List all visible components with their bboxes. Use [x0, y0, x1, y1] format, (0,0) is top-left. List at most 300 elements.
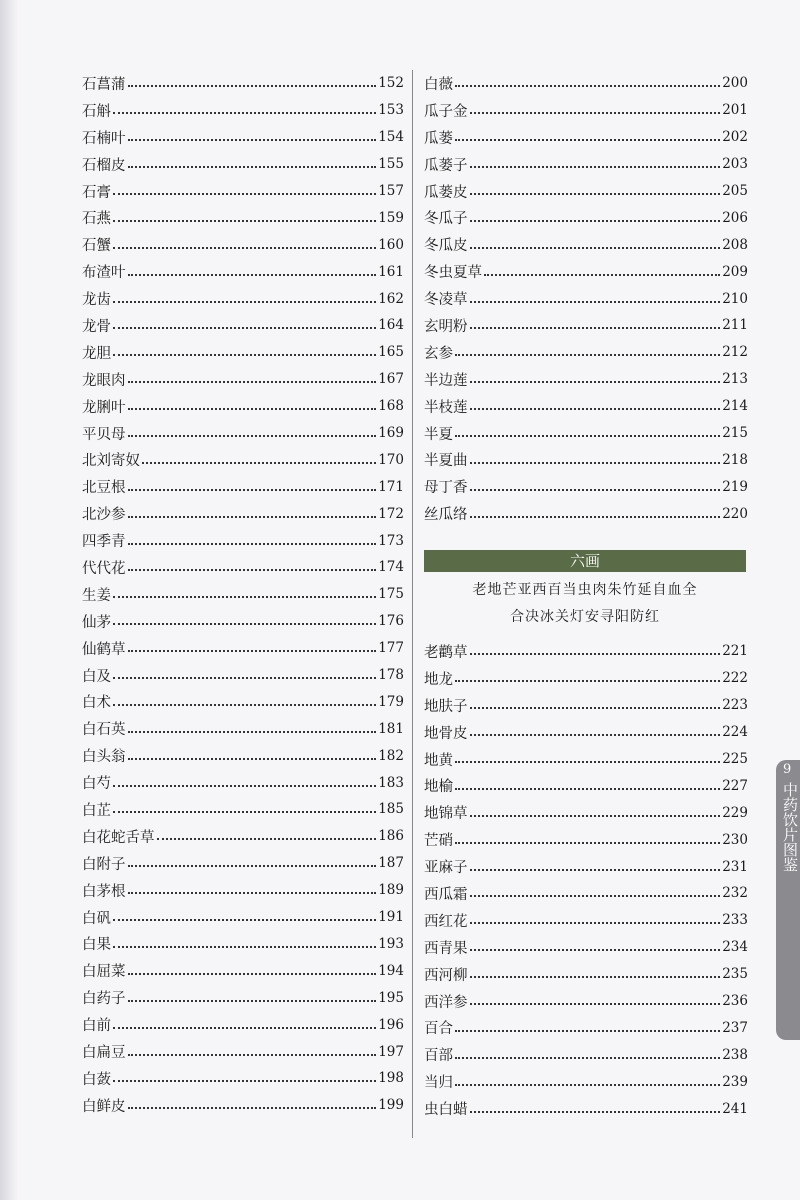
entry-name: 瓜蒌 — [424, 130, 453, 147]
dot-leader — [128, 543, 377, 545]
index-entry — [82, 500, 404, 527]
entry-name: 半夏 — [424, 426, 453, 443]
dot-leader — [113, 919, 376, 921]
index-entry — [82, 984, 404, 1011]
index-entry — [82, 204, 404, 231]
dot-leader — [113, 704, 376, 706]
entry-name: 西红花 — [424, 913, 468, 930]
dot-leader — [455, 788, 720, 790]
section-first-chars-line1: 老地芒亚西百当虫肉朱竹延自血全 — [472, 582, 698, 598]
dot-leader — [470, 408, 721, 410]
entry-page-number: 205 — [722, 183, 748, 199]
entry-page-number: 183 — [378, 774, 404, 791]
entry-name: 白芍 — [82, 776, 111, 793]
dot-leader — [128, 731, 377, 733]
entry-name: 北豆根 — [82, 480, 126, 497]
index-entry — [424, 500, 748, 527]
entry-page-number: 238 — [722, 1046, 748, 1063]
entry-page-number: 161 — [378, 263, 404, 280]
dot-leader — [455, 139, 720, 141]
index-entry — [82, 715, 404, 742]
entry-page-number: 171 — [378, 478, 404, 495]
dot-leader — [113, 677, 376, 679]
dot-leader — [128, 489, 377, 491]
dot-leader — [128, 435, 377, 437]
entry-name: 母丁香 — [424, 480, 468, 497]
dot-leader — [470, 489, 721, 491]
dot-leader — [113, 1027, 376, 1029]
index-entry — [424, 446, 748, 473]
entry-page-number: 229 — [722, 804, 748, 821]
entry-page-number: 209 — [722, 263, 748, 280]
entry-name: 白及 — [82, 668, 111, 685]
entry-name: 虫白蜡 — [424, 1102, 468, 1119]
index-entry — [82, 635, 404, 662]
entry-name: 龙眼肉 — [82, 372, 126, 389]
entry-page-number: 214 — [722, 398, 748, 415]
entry-name: 地锦草 — [424, 806, 468, 823]
index-entry — [424, 1041, 748, 1068]
entry-name: 瓜子金 — [424, 103, 468, 120]
entry-page-number: 231 — [722, 858, 748, 875]
dot-leader — [128, 758, 377, 760]
index-entry — [82, 581, 404, 608]
entry-page-number: 181 — [378, 720, 404, 737]
index-column-left — [82, 70, 404, 1119]
dot-leader — [128, 166, 377, 168]
index-entry — [424, 70, 748, 97]
entry-name: 石蟹 — [82, 238, 111, 255]
dot-leader — [128, 1107, 377, 1109]
index-entry — [82, 258, 404, 285]
index-entry — [82, 957, 404, 984]
entry-name: 白药子 — [82, 991, 126, 1008]
entry-name: 白芷 — [82, 802, 111, 819]
index-entry — [82, 850, 404, 877]
dot-leader — [128, 408, 377, 410]
dot-leader — [128, 274, 377, 276]
dot-leader — [128, 516, 377, 518]
dot-leader — [455, 680, 720, 682]
entry-page-number: 201 — [722, 102, 748, 119]
entry-name: 仙茅 — [82, 614, 111, 631]
dot-leader — [470, 922, 721, 924]
index-entry — [424, 97, 748, 124]
dot-leader — [113, 1080, 376, 1082]
dot-leader — [128, 569, 377, 571]
index-entry — [424, 420, 748, 447]
index-entry — [424, 366, 748, 393]
entry-page-number: 168 — [378, 398, 404, 415]
entry-page-number: 208 — [722, 236, 748, 253]
dot-leader — [470, 301, 721, 303]
entry-name: 西瓜霜 — [424, 886, 468, 903]
column-divider — [412, 70, 413, 1138]
entry-page-number: 153 — [378, 102, 404, 119]
entry-name: 布渣叶 — [82, 265, 126, 282]
dot-leader — [113, 623, 376, 625]
entry-name: 白头翁 — [82, 749, 126, 766]
dot-leader — [128, 381, 377, 383]
entry-page-number: 175 — [378, 586, 404, 603]
entry-page-number: 220 — [722, 505, 748, 522]
entry-page-number: 194 — [378, 962, 404, 979]
entry-name: 地肤子 — [424, 698, 468, 715]
entry-name: 百部 — [424, 1048, 453, 1065]
entry-name: 石膏 — [82, 184, 111, 201]
index-entry — [82, 1065, 404, 1092]
index-entry — [82, 662, 404, 689]
dot-leader — [470, 734, 721, 736]
entry-page-number: 212 — [722, 344, 748, 361]
entry-page-number: 199 — [378, 1097, 404, 1114]
entry-name: 白术 — [82, 695, 111, 712]
entry-name: 石菖蒲 — [82, 76, 126, 93]
entry-name: 石榴皮 — [82, 157, 126, 174]
entry-page-number: 223 — [722, 697, 748, 714]
dot-leader — [455, 842, 720, 844]
dot-leader — [113, 301, 376, 303]
index-entry — [424, 231, 748, 258]
entry-page-number: 154 — [378, 129, 404, 146]
index-entry — [424, 853, 748, 880]
index-entry — [82, 473, 404, 500]
entry-page-number: 176 — [378, 613, 404, 630]
entry-page-number: 157 — [378, 183, 404, 199]
index-entry — [424, 907, 748, 934]
entry-name: 西洋参 — [424, 994, 468, 1011]
entry-name: 白茅根 — [82, 883, 126, 900]
entry-name: 白矾 — [82, 910, 111, 927]
dot-leader — [113, 193, 376, 195]
dot-leader — [157, 838, 377, 840]
entry-page-number: 191 — [378, 909, 404, 926]
dot-leader — [484, 274, 720, 276]
entry-name: 白前 — [82, 1018, 111, 1035]
index-entry — [82, 285, 404, 312]
entry-page-number: 230 — [722, 831, 748, 848]
index-entry — [424, 204, 748, 231]
entry-name: 冬瓜子 — [424, 211, 468, 228]
section-first-chars-line2: 合决冰关灯安寻阳防红 — [510, 609, 660, 625]
index-entry — [82, 796, 404, 823]
entry-page-number: 222 — [722, 670, 748, 687]
index-entry — [424, 285, 748, 312]
dot-leader — [470, 895, 721, 897]
entry-page-number: 198 — [378, 1070, 404, 1087]
index-entry — [82, 339, 404, 366]
dot-leader — [455, 435, 720, 437]
index-entry — [82, 231, 404, 258]
entry-page-number: 224 — [722, 724, 748, 741]
entry-page-number: 218 — [722, 451, 748, 468]
side-tab-label: 中药饮片图鉴 — [781, 782, 799, 872]
entry-name: 地骨皮 — [424, 725, 468, 742]
entry-name: 瓜蒌皮 — [424, 184, 468, 201]
dot-leader — [113, 354, 376, 356]
entry-page-number: 213 — [722, 371, 748, 388]
index-entry — [82, 97, 404, 124]
dot-leader — [455, 1057, 720, 1059]
entry-page-number: 172 — [378, 505, 404, 522]
index-entry — [82, 446, 404, 473]
entry-page-number: 170 — [378, 451, 404, 468]
entry-page-number: 196 — [378, 1016, 404, 1033]
dot-leader — [113, 946, 376, 948]
dot-leader — [455, 1084, 720, 1086]
index-entry — [82, 877, 404, 904]
entry-name: 北刘寄奴 — [82, 453, 140, 470]
entry-name: 生姜 — [82, 587, 111, 604]
entry-page-number: 197 — [378, 1043, 404, 1060]
entry-name: 地龙 — [424, 671, 453, 688]
dot-leader — [113, 247, 376, 249]
index-entry — [424, 988, 748, 1015]
dot-leader — [470, 653, 721, 655]
dot-leader — [455, 85, 720, 87]
index-entry — [82, 742, 404, 769]
entry-name: 代代花 — [82, 560, 126, 577]
entry-name: 白石英 — [82, 722, 126, 739]
entry-page-number: 169 — [378, 425, 404, 442]
entry-page-number: 164 — [378, 317, 404, 334]
entry-name: 龙脷叶 — [82, 399, 126, 416]
entry-page-number: 162 — [378, 290, 404, 307]
index-column-right-lower — [424, 638, 748, 1122]
index-entry — [82, 366, 404, 393]
entry-page-number: 219 — [722, 478, 748, 495]
index-entry — [82, 769, 404, 796]
dot-leader — [470, 193, 721, 195]
entry-page-number: 234 — [722, 939, 748, 956]
entry-page-number: 200 — [722, 75, 748, 92]
index-entry — [424, 151, 748, 178]
entry-page-number: 241 — [722, 1100, 748, 1117]
dot-leader — [470, 247, 721, 249]
entry-page-number: 221 — [722, 643, 748, 660]
index-entry — [82, 688, 404, 715]
index-entry — [424, 1068, 748, 1095]
entry-name: 冬凌草 — [424, 292, 468, 309]
entry-name: 白扁豆 — [82, 1045, 126, 1061]
index-entry — [82, 124, 404, 151]
entry-page-number: 202 — [722, 129, 748, 146]
entry-name: 冬虫夏草 — [424, 265, 482, 282]
page-gutter-shadow — [0, 0, 18, 1200]
entry-name: 四季青 — [82, 534, 126, 551]
entry-page-number: 173 — [378, 532, 404, 549]
entry-name: 地黄 — [424, 752, 453, 769]
entry-page-number: 178 — [378, 667, 404, 684]
entry-page-number: 152 — [378, 75, 404, 92]
entry-page-number: 159 — [378, 209, 404, 226]
index-entry — [82, 1092, 404, 1119]
index-entry — [424, 826, 748, 853]
entry-name: 白屈菜 — [82, 964, 126, 981]
index-entry — [424, 339, 748, 366]
entry-name: 芒硝 — [424, 833, 453, 850]
index-entry — [424, 473, 748, 500]
index-entry — [424, 719, 748, 746]
index-entry — [424, 934, 748, 961]
dot-leader — [128, 892, 377, 894]
index-entry — [82, 312, 404, 339]
dot-leader — [470, 1111, 721, 1113]
dot-leader — [455, 1030, 720, 1032]
entry-name: 白蔹 — [82, 1071, 111, 1088]
entry-name: 白鲜皮 — [82, 1098, 126, 1115]
dot-leader — [113, 220, 376, 222]
dot-leader — [470, 112, 721, 114]
dot-leader — [142, 462, 376, 464]
entry-name: 玄明粉 — [424, 318, 468, 335]
entry-name: 龙胆 — [82, 345, 111, 362]
index-entry — [424, 799, 748, 826]
dot-leader — [470, 381, 721, 383]
entry-name: 西青果 — [424, 940, 468, 957]
dot-leader — [128, 650, 377, 652]
dot-leader — [455, 761, 720, 763]
entry-page-number: 167 — [378, 371, 404, 388]
entry-page-number: 182 — [378, 747, 404, 764]
index-entry — [424, 178, 748, 205]
index-entry — [424, 772, 748, 799]
entry-page-number: 193 — [378, 935, 404, 952]
entry-page-number: 174 — [378, 559, 404, 576]
entry-page-number: 177 — [378, 640, 404, 657]
entry-page-number: 225 — [722, 751, 748, 767]
entry-page-number: 237 — [722, 1019, 748, 1036]
entry-page-number: 187 — [378, 855, 404, 872]
entry-name: 地榆 — [424, 779, 453, 796]
dot-leader — [470, 976, 721, 978]
entry-page-number: 160 — [378, 236, 404, 253]
section-heading-six-strokes: 六画 — [424, 550, 746, 572]
index-entry — [82, 527, 404, 554]
side-tab-number: 9 — [783, 762, 792, 777]
entry-page-number: 189 — [378, 882, 404, 899]
index-entry — [82, 608, 404, 635]
dot-leader — [113, 811, 376, 813]
entry-page-number: 195 — [378, 989, 404, 1006]
entry-name: 龙骨 — [82, 318, 111, 335]
entry-page-number: 239 — [722, 1073, 748, 1090]
entry-name: 北沙参 — [82, 507, 126, 524]
entry-name: 白花蛇舌草 — [82, 829, 155, 846]
index-entry — [82, 904, 404, 931]
index-entry — [424, 692, 748, 719]
dot-leader — [470, 166, 721, 168]
entry-page-number: 233 — [722, 912, 748, 929]
entry-page-number: 203 — [722, 156, 748, 173]
index-entry — [82, 931, 404, 958]
entry-name: 龙齿 — [82, 292, 111, 309]
dot-leader — [128, 85, 377, 87]
entry-name: 半边莲 — [424, 372, 468, 389]
dot-leader — [470, 869, 721, 871]
index-entry — [424, 1095, 748, 1122]
entry-page-number: 206 — [722, 209, 748, 226]
entry-page-number: 235 — [722, 966, 748, 983]
index-entry — [424, 312, 748, 339]
index-entry — [82, 151, 404, 178]
entry-page-number: 211 — [722, 317, 748, 334]
index-entry — [424, 393, 748, 420]
index-entry — [424, 880, 748, 907]
index-entry — [82, 554, 404, 581]
entry-page-number: 155 — [378, 156, 404, 173]
dot-leader — [128, 1000, 377, 1002]
entry-name: 当归 — [424, 1075, 453, 1092]
index-column-right-upper — [424, 70, 748, 527]
entry-page-number: 236 — [722, 993, 748, 1010]
entry-name: 半夏曲 — [424, 453, 468, 470]
dot-leader — [470, 1003, 721, 1005]
index-entry — [424, 258, 748, 285]
index-entry — [82, 393, 404, 420]
entry-name: 石楠叶 — [82, 130, 126, 147]
dot-leader — [113, 327, 376, 329]
entry-name: 平贝母 — [82, 426, 126, 443]
index-entry — [82, 1038, 404, 1065]
entry-name: 冬瓜皮 — [424, 238, 468, 255]
entry-name: 白薇 — [424, 76, 453, 93]
index-entry — [82, 420, 404, 447]
index-entry — [424, 665, 748, 692]
entry-page-number: 185 — [378, 801, 404, 818]
index-entry — [424, 1014, 748, 1041]
entry-name: 半枝莲 — [424, 399, 468, 416]
dot-leader — [128, 1054, 377, 1056]
index-entry — [82, 70, 404, 97]
index-entry — [424, 961, 748, 988]
entry-name: 丝瓜络 — [424, 507, 468, 524]
entry-name: 玄参 — [424, 345, 453, 362]
dot-leader — [128, 865, 377, 867]
index-entry — [424, 124, 748, 151]
dot-leader — [470, 949, 721, 951]
index-entry — [82, 823, 404, 850]
entry-name: 白果 — [82, 937, 111, 954]
dot-leader — [113, 596, 376, 598]
dot-leader — [113, 112, 376, 114]
entry-name: 石燕 — [82, 211, 111, 228]
entry-name: 老鹳草 — [424, 644, 468, 661]
dot-leader — [455, 354, 720, 356]
entry-page-number: 179 — [378, 693, 404, 710]
entry-page-number: 215 — [722, 425, 748, 442]
entry-page-number: 227 — [722, 777, 748, 794]
index-entry — [424, 638, 748, 665]
dot-leader — [470, 707, 721, 709]
dot-leader — [113, 785, 376, 787]
index-entry — [82, 1011, 404, 1038]
entry-page-number: 232 — [722, 885, 748, 902]
dot-leader — [128, 973, 377, 975]
index-entry — [424, 746, 748, 773]
entry-name: 百合 — [424, 1021, 453, 1038]
entry-page-number: 165 — [378, 344, 404, 361]
entry-name: 西河柳 — [424, 967, 468, 984]
entry-name: 瓜蒌子 — [424, 157, 468, 174]
entry-name: 白附子 — [82, 856, 126, 873]
entry-name: 石斛 — [82, 103, 111, 120]
entry-page-number: 210 — [722, 290, 748, 307]
dot-leader — [470, 516, 721, 518]
dot-leader — [470, 327, 721, 329]
chapter-side-tab — [776, 760, 800, 1040]
entry-page-number: 186 — [378, 828, 404, 845]
